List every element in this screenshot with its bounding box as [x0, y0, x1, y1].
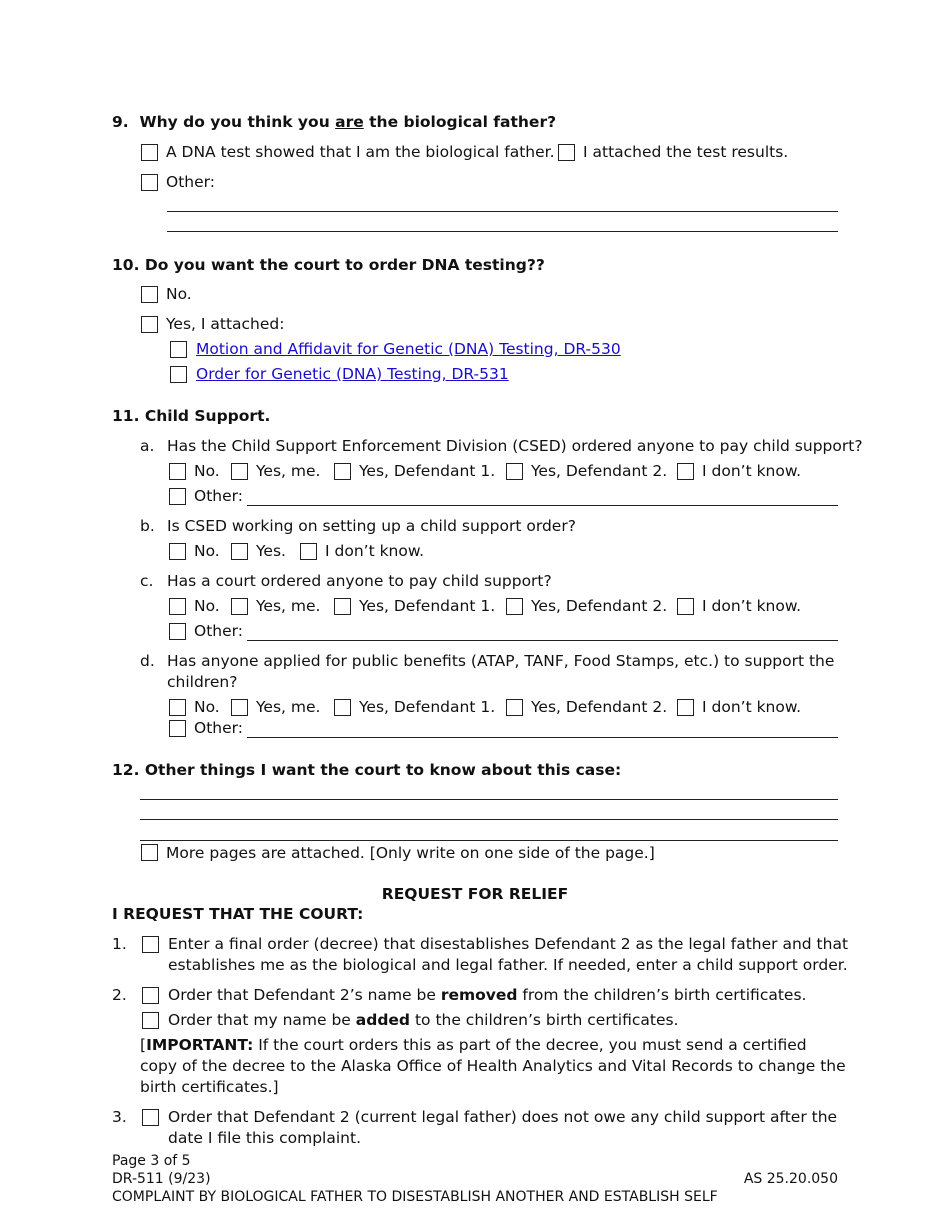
- important-note-line3: birth certificates.]: [140, 1078, 279, 1096]
- q11a-yes-me-checkbox[interactable]: [231, 463, 248, 480]
- q11c-yes-me-label: Yes, me.: [256, 597, 321, 615]
- q11a-no-label: No.: [194, 462, 220, 480]
- q11c-other-label: Other:: [194, 622, 243, 640]
- relief-2a-text: Order that Defendant 2’s name be removed from the children’s birth certificates.: [168, 986, 807, 1004]
- q12-heading: 12. Other things I want the court to know about this case:: [112, 761, 622, 779]
- q11c-other-checkbox[interactable]: [169, 623, 186, 640]
- q10-heading: 10. Do you want the court to order DNA testing??: [112, 256, 545, 274]
- q9-dna-checkbox[interactable]: [141, 144, 158, 161]
- relief-1-text-line1: Enter a final order (decree) that disestablishes Defendant 2 as the legal father and that: [168, 935, 849, 953]
- q11c-question: Has a court ordered anyone to pay child support?: [167, 572, 552, 590]
- q11c-yes-d2-label: Yes, Defendant 2.: [531, 597, 668, 615]
- relief-subheading: I REQUEST THAT THE COURT:: [112, 905, 364, 923]
- q11d-yes-me-checkbox[interactable]: [231, 699, 248, 716]
- q11d-no-label: No.: [194, 698, 220, 716]
- q11a-letter: a.: [140, 437, 155, 455]
- q11c-no-checkbox[interactable]: [169, 598, 186, 615]
- dr530-link[interactable]: Motion and Affidavit for Genetic (DNA) Testing, DR-530: [196, 340, 621, 358]
- q11a-no-checkbox[interactable]: [169, 463, 186, 480]
- footer-page-number: Page 3 of 5: [112, 1153, 191, 1169]
- q11c-other-line[interactable]: [247, 640, 838, 641]
- q10-yes-label: Yes, I attached:: [166, 315, 285, 333]
- q9-dna-label: A DNA test showed that I am the biological father.: [166, 143, 555, 161]
- q11d-yes-d1-label: Yes, Defendant 1.: [359, 698, 496, 716]
- q10-no-label: No.: [166, 285, 192, 303]
- q9-other-line-1[interactable]: [167, 211, 838, 212]
- q9-other-line-2[interactable]: [167, 231, 838, 232]
- q11c-yes-d1-label: Yes, Defendant 1.: [359, 597, 496, 615]
- q11d-yes-d2-label: Yes, Defendant 2.: [531, 698, 668, 716]
- q11d-other-checkbox[interactable]: [169, 720, 186, 737]
- relief-1-checkbox[interactable]: [142, 936, 159, 953]
- q11a-dont-know-checkbox[interactable]: [677, 463, 694, 480]
- q11b-dont-know-checkbox[interactable]: [300, 543, 317, 560]
- q11d-other-line[interactable]: [247, 737, 838, 738]
- relief-3-checkbox[interactable]: [142, 1109, 159, 1126]
- relief-2a-checkbox[interactable]: [142, 987, 159, 1004]
- important-note-line2: copy of the decree to the Alaska Office of Health Analytics and Vital Records to change the: [140, 1057, 846, 1075]
- relief-3-text-line1: Order that Defendant 2 (current legal father) does not owe any child support after the: [168, 1108, 838, 1126]
- q12-line-3[interactable]: [140, 840, 838, 841]
- q9-other-checkbox[interactable]: [141, 174, 158, 191]
- q11a-other-line[interactable]: [247, 505, 838, 506]
- q11d-other-label: Other:: [194, 719, 243, 737]
- q9-attached-label: I attached the test results.: [583, 143, 789, 161]
- q11a-yes-d1-checkbox[interactable]: [334, 463, 351, 480]
- q11c-dont-know-checkbox[interactable]: [677, 598, 694, 615]
- footer-form-title: COMPLAINT BY BIOLOGICAL FATHER TO DISESTABLISH ANOTHER AND ESTABLISH SELF: [112, 1189, 718, 1205]
- q11a-yes-d2-label: Yes, Defendant 2.: [531, 462, 668, 480]
- q11a-dont-know-label: I don’t know.: [702, 462, 802, 480]
- q11c-dont-know-label: I don’t know.: [702, 597, 802, 615]
- q11a-question: Has the Child Support Enforcement Division (CSED) ordered anyone to pay child support?: [167, 437, 863, 455]
- relief-2b-text: Order that my name be added to the children’s birth certificates.: [168, 1011, 679, 1029]
- relief-1-number: 1.: [112, 935, 127, 953]
- footer-statute: AS 25.20.050: [743, 1171, 838, 1187]
- q12-more-pages-checkbox[interactable]: [141, 844, 158, 861]
- q11d-question-line2: children?: [167, 673, 238, 691]
- q11d-no-checkbox[interactable]: [169, 699, 186, 716]
- relief-3-text-line2: date I file this complaint.: [168, 1129, 362, 1147]
- q11d-dont-know-checkbox[interactable]: [677, 699, 694, 716]
- q9-attached-checkbox[interactable]: [558, 144, 575, 161]
- q11b-no-checkbox[interactable]: [169, 543, 186, 560]
- q11b-question: Is CSED working on setting up a child support order?: [167, 517, 576, 535]
- q11d-letter: d.: [140, 652, 155, 670]
- q9-other-label: Other:: [166, 173, 215, 191]
- q12-more-pages-label: More pages are attached. [Only write on one side of the page.]: [166, 844, 655, 862]
- q11b-no-label: No.: [194, 542, 220, 560]
- q10-dr531-checkbox[interactable]: [170, 366, 187, 383]
- q10-dr530-checkbox[interactable]: [170, 341, 187, 358]
- relief-3-number: 3.: [112, 1108, 127, 1126]
- q10-no-checkbox[interactable]: [141, 286, 158, 303]
- important-note-line1: [IMPORTANT: If the court orders this as part of the decree, you must send a certified: [140, 1036, 807, 1054]
- q11b-letter: b.: [140, 517, 155, 535]
- relief-2-number: 2.: [112, 986, 127, 1004]
- q11d-question-line1: Has anyone applied for public benefits (ATAP, TANF, Food Stamps, etc.) to support the: [167, 652, 835, 670]
- q12-line-2[interactable]: [140, 819, 838, 820]
- q11-heading: 11. Child Support.: [112, 407, 271, 425]
- dr531-link[interactable]: Order for Genetic (DNA) Testing, DR-531: [196, 365, 509, 383]
- q11a-yes-d2-checkbox[interactable]: [506, 463, 523, 480]
- q9-heading: 9. Why do you think you are the biological father?: [112, 113, 557, 131]
- footer-form-number: DR-511 (9/23): [112, 1171, 211, 1187]
- q11b-dont-know-label: I don’t know.: [325, 542, 425, 560]
- relief-heading: REQUEST FOR RELIEF: [381, 885, 569, 903]
- q11d-dont-know-label: I don’t know.: [702, 698, 802, 716]
- q11c-yes-d2-checkbox[interactable]: [506, 598, 523, 615]
- q10-yes-checkbox[interactable]: [141, 316, 158, 333]
- q11c-yes-d1-checkbox[interactable]: [334, 598, 351, 615]
- q11c-no-label: No.: [194, 597, 220, 615]
- relief-2b-checkbox[interactable]: [142, 1012, 159, 1029]
- q11d-yes-d2-checkbox[interactable]: [506, 699, 523, 716]
- relief-1-text-line2: establishes me as the biological and legal father. If needed, enter a child support order.: [168, 956, 848, 974]
- q11c-letter: c.: [140, 572, 154, 590]
- q11d-yes-d1-checkbox[interactable]: [334, 699, 351, 716]
- q11c-yes-me-checkbox[interactable]: [231, 598, 248, 615]
- q11b-yes-checkbox[interactable]: [231, 543, 248, 560]
- q11d-yes-me-label: Yes, me.: [256, 698, 321, 716]
- q11b-yes-label: Yes.: [256, 542, 286, 560]
- q12-line-1[interactable]: [140, 799, 838, 800]
- q11a-other-label: Other:: [194, 487, 243, 505]
- q11a-yes-me-label: Yes, me.: [256, 462, 321, 480]
- q11a-other-checkbox[interactable]: [169, 488, 186, 505]
- q11a-yes-d1-label: Yes, Defendant 1.: [359, 462, 496, 480]
